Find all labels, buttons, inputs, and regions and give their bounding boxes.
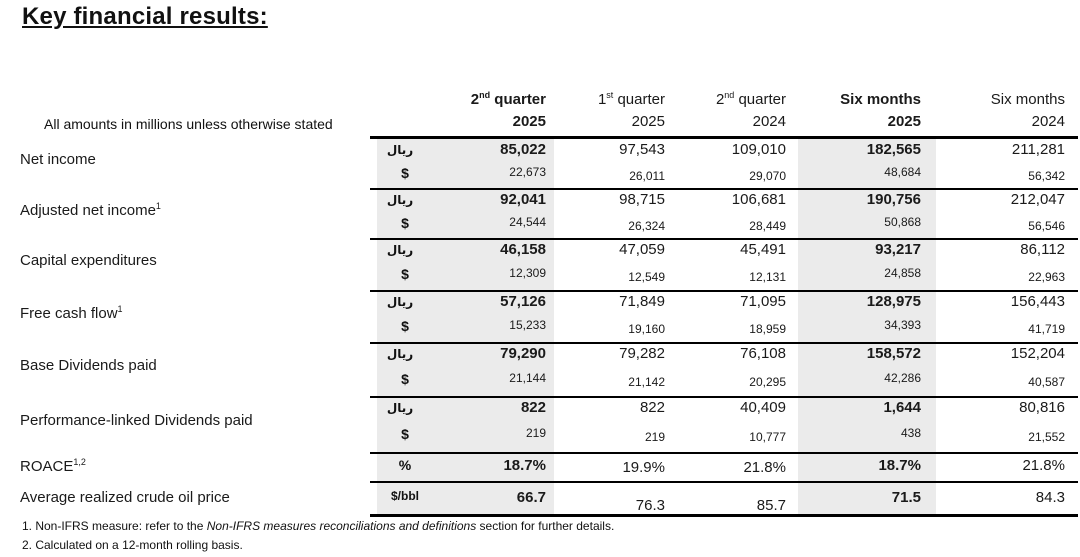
row-label-roace: ROACE$^{1,2}$ — [20, 457, 86, 475]
usd-value: 40,587 — [1028, 375, 1065, 389]
column-header-q2-2025: 2nd quarter 2025 — [470, 90, 546, 130]
row-rule — [370, 238, 1078, 240]
usd-value: 42,286 — [884, 371, 921, 385]
sar-value: 47,059 — [619, 241, 665, 258]
usd-value: 20,295 — [749, 375, 786, 389]
usd-value: 12,549 — [628, 270, 665, 284]
column-header-six-months-2025: Six months 2025 — [840, 91, 921, 130]
usd-value: 21,142 — [628, 375, 665, 389]
sar-value: 97,543 — [619, 141, 665, 158]
usd-value: 21,144 — [509, 371, 546, 385]
usd-unit: $ — [401, 318, 409, 334]
row-rule — [370, 452, 1078, 454]
usd-value: 28,449 — [749, 219, 786, 233]
sar-value: 106,681 — [731, 191, 786, 208]
oil-price-value: 85.7 — [756, 497, 786, 514]
roace-value: 19.9% — [622, 459, 665, 476]
usd-value: 22,963 — [1028, 270, 1065, 284]
roace-value: 18.7% — [878, 457, 921, 474]
sar-value: 190,756 — [866, 191, 921, 208]
sar-value: 822 — [520, 399, 546, 416]
sar-value: 71,095 — [740, 293, 786, 310]
row-label-footnote-ref: 1 — [155, 201, 161, 211]
roace-footnote-ref: 1,2 — [73, 457, 86, 467]
row-rule — [370, 290, 1078, 292]
sar-value: 80,816 — [1019, 399, 1065, 416]
row-rule — [370, 342, 1078, 344]
usd-unit: $ — [401, 371, 409, 387]
usd-value: 56,342 — [1028, 169, 1065, 183]
row-rule — [370, 188, 1078, 190]
sar-unit: ريال — [386, 295, 414, 309]
header-rule — [370, 136, 1078, 139]
column-header-six-months-2024: Six months 2024 — [990, 91, 1065, 130]
sar-value: 152,204 — [1010, 345, 1065, 362]
sar-value: 79,290 — [500, 345, 546, 362]
footnote-1: 1. Non-IFRS measure: refer to the Non-IFRS measures reconciliations and definitions section for further details. — [22, 519, 615, 533]
row-label: Base Dividends paid — [20, 357, 157, 374]
page-title: Key financial results: — [22, 3, 268, 30]
bottom-rule — [370, 514, 1078, 517]
roace-value: 18.7% — [503, 457, 546, 474]
row-label: Net income — [20, 151, 96, 168]
usd-unit: $ — [401, 426, 409, 442]
sar-value: 1,644 — [883, 399, 921, 416]
oil-price-value: 76.3 — [635, 497, 665, 514]
sar-value: 211,281 — [1011, 141, 1065, 158]
sar-unit: ريال — [386, 347, 414, 361]
sar-value: 71,849 — [619, 293, 665, 310]
row-label: Free cash flow$^1$ — [20, 304, 123, 322]
usd-unit: $ — [401, 215, 409, 231]
per-barrel-unit: $/bbl — [390, 489, 419, 503]
usd-value: 26,011 — [629, 169, 665, 183]
sar-unit: ريال — [386, 193, 414, 207]
sar-value: 182,565 — [866, 141, 921, 158]
sar-value: 40,409 — [740, 399, 786, 416]
usd-value: 48,684 — [884, 165, 921, 179]
sar-value: 156,443 — [1010, 293, 1065, 310]
roace-value: 21.8% — [1022, 457, 1065, 474]
usd-value: 41,719 — [1028, 322, 1065, 336]
sar-value: 822 — [639, 399, 665, 416]
amounts-note: All amounts in millions unless otherwise stated — [44, 116, 333, 132]
sar-value: 57,126 — [500, 293, 546, 310]
column-header-q1-2025: 1st quarter 2025 — [597, 90, 665, 130]
column-header-q2-2024: 2nd quarter 2024 — [715, 90, 786, 130]
row-label-oil-price: Average realized crude oil price — [20, 489, 230, 506]
usd-value: 26,324 — [628, 219, 665, 233]
row-label: Adjusted net income$^1$ — [20, 201, 161, 219]
usd-value: 10,777 — [749, 430, 786, 444]
usd-value: 438 — [900, 426, 921, 440]
sar-value: 46,158 — [500, 241, 546, 258]
sar-value: 158,572 — [866, 345, 921, 362]
usd-value: 18,959 — [749, 322, 786, 336]
sar-value: 128,975 — [866, 293, 921, 310]
footnote-2: 2. Calculated on a 12-month rolling basis. — [22, 538, 243, 552]
usd-unit: $ — [401, 165, 409, 181]
oil-price-value: 71.5 — [891, 489, 921, 506]
row-label: Performance-linked Dividends paid — [20, 412, 253, 429]
usd-value: 34,393 — [884, 318, 921, 332]
oil-price-value: 84.3 — [1035, 489, 1065, 506]
sar-value: 86,112 — [1020, 241, 1065, 258]
usd-value: 12,131 — [749, 270, 786, 284]
sar-unit: ريال — [386, 401, 414, 415]
sar-value: 79,282 — [619, 345, 665, 362]
usd-value: 19,160 — [628, 322, 665, 336]
row-label-footnote-ref: 1 — [117, 304, 123, 314]
row-rule — [370, 396, 1078, 398]
roace-value: 21.8% — [743, 459, 786, 476]
usd-value: 56,546 — [1028, 219, 1065, 233]
sar-value: 85,022 — [500, 141, 546, 158]
usd-value: 24,544 — [509, 215, 546, 229]
usd-value: 12,309 — [509, 266, 546, 280]
usd-unit: $ — [401, 266, 409, 282]
row-rule — [370, 481, 1078, 483]
usd-value: 219 — [644, 430, 665, 444]
usd-value: 21,552 — [1028, 430, 1065, 444]
usd-value: 29,070 — [749, 169, 786, 183]
row-label: Capital expenditures — [20, 252, 157, 269]
usd-value: 22,673 — [509, 165, 546, 179]
sar-unit: ريال — [386, 143, 414, 157]
usd-value: 24,858 — [884, 266, 921, 280]
sar-value: 76,108 — [740, 345, 786, 362]
sar-value: 109,010 — [731, 141, 786, 158]
sar-value: 93,217 — [875, 241, 921, 258]
percent-unit: % — [398, 457, 412, 473]
usd-value: 50,868 — [884, 215, 921, 229]
usd-value: 15,233 — [509, 318, 546, 332]
sar-value: 92,041 — [500, 191, 546, 208]
sar-value: 98,715 — [619, 191, 665, 208]
sar-value: 212,047 — [1010, 191, 1065, 208]
sar-value: 45,491 — [740, 241, 786, 258]
usd-value: 219 — [525, 426, 546, 440]
oil-price-value: 66.7 — [516, 489, 546, 506]
sar-unit: ريال — [386, 243, 414, 257]
